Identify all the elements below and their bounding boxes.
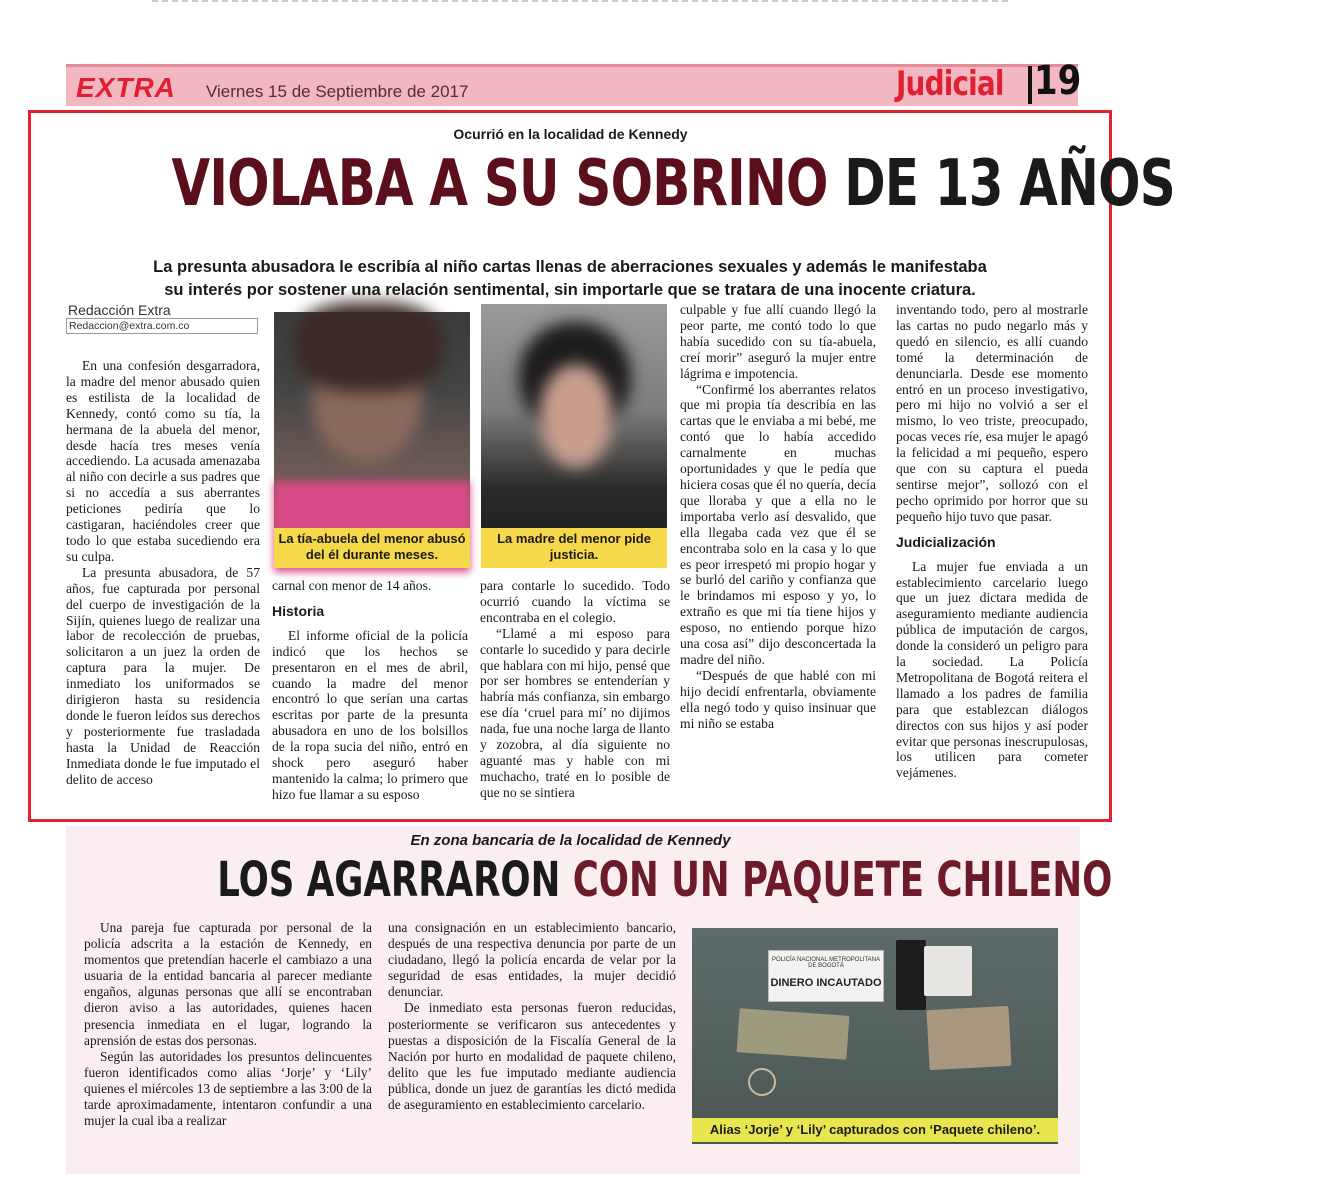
papers — [924, 946, 972, 996]
paragraph: Según las autoridades los presuntos delincuentes fueron identificados como alias ‘Jorje’ y ‘Lily’ quienes el miércoles 13 de septiembre a las 3:00 de la tarde aproximadamente, intentaron confundir a una mujer la cual iba a realizar — [84, 1048, 372, 1129]
banknotes-left — [737, 1008, 850, 1060]
article-deck — [40, 256, 1100, 302]
black-bag — [896, 940, 926, 1010]
deck-line-1: La presunta abusadora le escribía al niño cartas llenas de aberraciones sexuales y además le manifestaba — [153, 258, 987, 276]
paragraph: En una confesión desgarradora, la madre del menor abusado quien es estilista de la localidad de Kennedy, contó como su tía, la hermana de la abuela del menor, desde hacía tres meses venía accediendo. La acusada amenazaba al niño con decirle a sus padres que si no accedía a sus aberrantes peticiones pediría que lo castigaran, haciéndoles creer que todo lo que estaba sucediendo era su culpa. — [66, 358, 260, 564]
paragraph: una consignación en un establecimiento bancario, después de una respectiva denuncia por parte de un ciudadano, llegó la policía encarda de velar por la seguridad de esas entidades, la mujer decidió denunciar. — [388, 920, 676, 1000]
byline-email: Redaccion@extra.com.co — [66, 318, 258, 334]
paragraph: La presunta abusadora, de 57 años, fue capturada por personal del cuerpo de investigación de la Sijín, quienes luego de realizar una labor de recolección de pruebas, solicitaron a un juez la orden de captura para la mujer. De inmediato los uniformados se dirigieron hasta su residencia donde le fueron leídos sus derechos y posteriormente fue trasladada hasta la Unidad de Reacción Inmediata donde le fue imputado el delito de acceso — [66, 564, 260, 787]
newspaper-logo: EXTRA — [76, 72, 176, 103]
headline-part-b: DE 13 AÑOS — [844, 147, 1175, 221]
page-number-divider — [1028, 66, 1032, 104]
rubber-band — [748, 1068, 776, 1096]
photo-seized-money — [692, 928, 1058, 1144]
article-kicker: Ocurrió en la localidad de Kennedy — [453, 126, 688, 142]
article-column-2 — [272, 578, 468, 803]
sign-line-1: POLICÍA NACIONAL METROPOLITANA DE BOGOTÁ — [771, 957, 881, 969]
photo-caption-mother: La madre del menor pide justicia. — [481, 528, 667, 568]
issue-date: Viernes 15 de Septiembre de 2017 — [206, 82, 469, 101]
paragraph: De inmediato esta personas fueron reducidas, posteriormente se verificaron sus antecedentes y puestas a disposición de la Fiscalía General de la Nación por hurto en modalidad de paquete chileno, delito que les fue imputado mediante audiencia pública, donde un juez de garantías les dictó medida de aseguramiento en establecimiento carcelario. — [388, 1000, 676, 1113]
article-column-1 — [66, 358, 260, 787]
deck-line-2: su interés por sostener una relación sentimental, sin importarle que se tratara de una inocente criatura. — [164, 281, 976, 299]
page-number: 19 — [1034, 58, 1082, 104]
article-column-4 — [680, 302, 876, 731]
paragraph: “Llamé a mi esposo para contarle lo sucedido y para decirle que hablara con mi hijo, pensé que por ser hombres se entenderían y habría más confianza, sin embargo ese día ‘cruel para mí’ no dijimos nada, fue una noche larga de llanto y zozobra, al día siguiente no aguanté mas y hable con mi muchacho, traté en lo posible de que no se sintiera — [480, 625, 670, 800]
secondary-column-2 — [388, 920, 676, 1113]
paragraph: Una pareja fue capturada por personal de la policía adscrita a la estación de Kennedy, en momentos que pretendían hacerle el cambiazo a una usuaria de la entidad bancaria al parecer mediante engaños, algunas personas que allí se encontraban dieron aviso a las autoridades, quienes hacen presencia inmediata en el lugar, logrando la aprensión de estas dos personas. — [84, 920, 372, 1048]
article-headline — [30, 147, 1175, 221]
headline-part-a: LOS AGARRARON — [217, 852, 561, 908]
paragraph: “Confirmé los aberrantes relatos que mi propia tía describía en las cartas que le enviaba a mi bebé, me contó que lo había accedido carnalmente en muchas oportunidades y que le pedía que hiciera cosas que él no quería, decía que lloraba y que a ella no le importaba verlo así desvalido, que ella llegaba cada vez que él se encontraba solo en la casa y lo que es peor irrespetó mi propio hogar y se burló del cariño y confianza que le brindamos mi esposo y yo, lo extraño es que mi tía tiene hijos y esposo, no entiendo porque hizo una cosa así” dijo desconcertada la madre del niño. — [680, 381, 876, 667]
paragraph: El informe oficial de la policía indicó que los hechos se presentaron en el mes de abril, cuando la madre del menor encontró lo que serían una cartas escritas por parte de la presunta abusadora en uno de los bolsillos de la ropa sucia del niño, entró en shock pero aseguró haber mantenido la calma; lo primero que hizo fue llamar a su esposo — [272, 627, 468, 802]
secondary-article-headline — [60, 852, 1113, 908]
article-column-5 — [896, 302, 1088, 781]
page-top-edge — [152, 0, 1008, 10]
paragraph: inventando todo, pero al mostrarle las cartas no pudo negarlo más y quedó en silencio, es allí cuando tomé la determinación de denunciarla. Desde ese momento entró en un proceso investigativo, pero mi hijo no volvió a ser el mismo, lo veo triste, preocupado, pocas veces ríe, esa mujer le apagó la felicidad a mi pequeño, espero que con su captura el pueda sentirse mejor”, sollozó con el pecho oprimido por horror que su pequeño hijo tuvo que pasar. — [896, 302, 1088, 524]
headline-part-a: VIOLABA A SU SOBRINO — [171, 147, 828, 221]
paragraph: “Después de que hablé con mi hijo decidí enfrentarla, obviamente ella negó todo y quiso insinuar que mi niño se estaba — [680, 667, 876, 731]
banknotes-right — [926, 1006, 1011, 1070]
paragraph: para contarle lo sucedido. Todo ocurrió cuando la víctima se encontraba en el colegio. — [480, 578, 670, 625]
subhead-historia: Historia — [272, 602, 325, 619]
paragraph: La mujer fue enviada a un establecimiento carcelario luego que un juez dictara medida de aseguramiento mediante audiencia pública de imputación de cargos, donde la consideró un peligro para la sociedad. La Policía Metropolitana de Bogotá reitera el llamado a los padres de familia para que establezcan diálogos directos con sus hijos y así poder evitar que personas inescrupulosas, los utilicen para cometer vejámenes. — [896, 558, 1088, 781]
paragraph: carnal con menor de 14 años. — [272, 578, 432, 593]
secondary-column-1 — [84, 920, 372, 1129]
subhead-judicializacion: Judicialización — [896, 533, 996, 550]
article-column-3 — [480, 578, 670, 801]
photo-caption-seized-money: Alias ‘Jorje’ y ‘Lily’ capturados con ‘Paquete chileno’. — [692, 1118, 1058, 1142]
headline-part-b: CON UN PAQUETE CHILENO — [572, 852, 1113, 908]
photo-caption-aunt: La tía-abuela del menor abusó del él durante meses. — [274, 528, 470, 568]
seized-money-sign — [768, 950, 884, 1002]
blurred-face — [539, 364, 613, 468]
blurred-hair — [294, 302, 444, 392]
paragraph: culpable y fue allí cuando llegó la peor parte, me contó todo lo que había sucedido con su tía-abuela, creí morir” aseguró la mujer entre lágrima e impotencia. — [680, 302, 876, 381]
section-title: Judicial — [896, 64, 1004, 104]
secondary-article-kicker: En zona bancaria de la localidad de Kennedy — [410, 832, 731, 849]
sign-line-2: DINERO INCAUTADO — [770, 977, 882, 989]
byline: Redacción Extra — [68, 302, 171, 318]
